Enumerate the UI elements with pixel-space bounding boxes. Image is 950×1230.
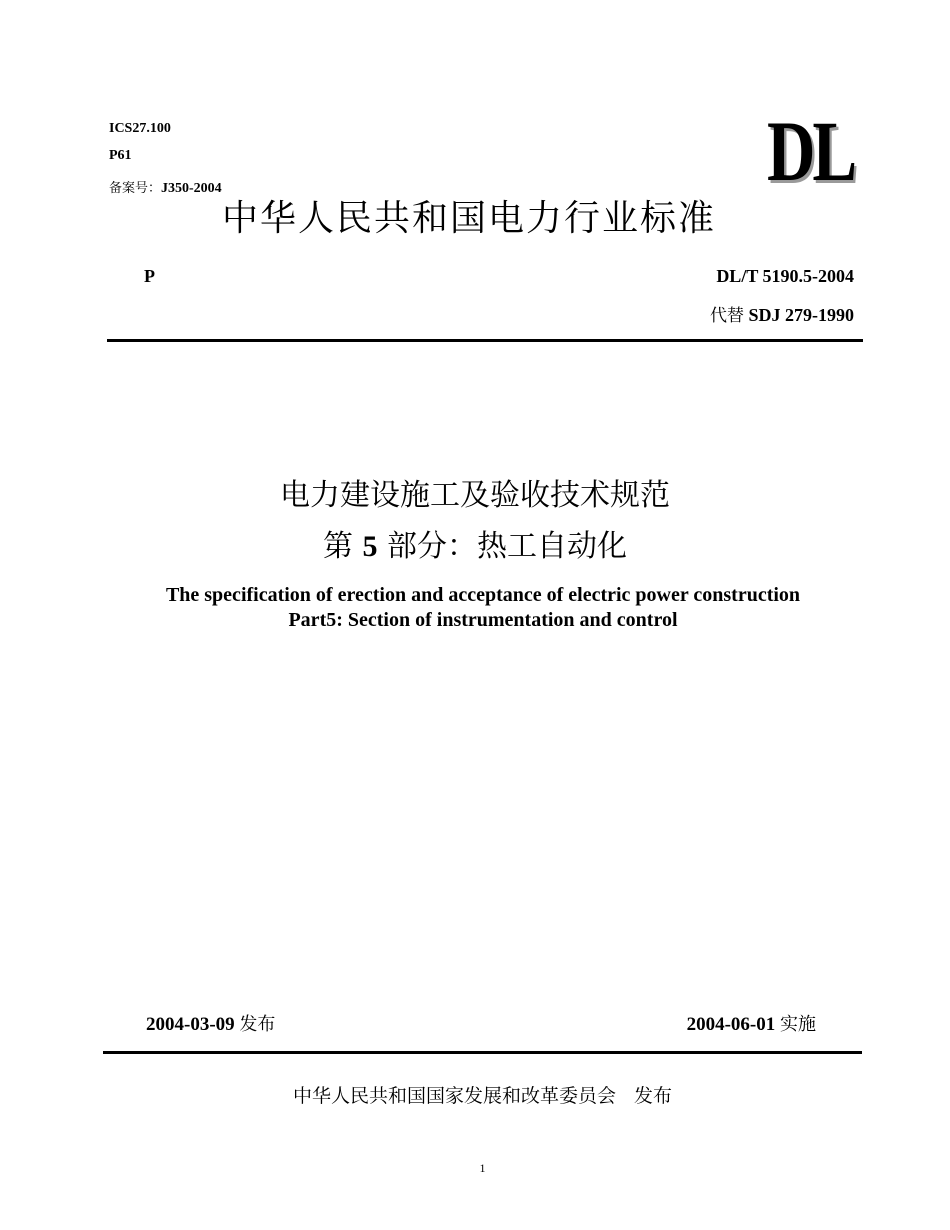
- record-label: 备案号：: [109, 181, 162, 196]
- top-divider: [107, 339, 863, 342]
- publisher: 中华人民共和国国家发展和改革委员会 发布: [292, 1085, 673, 1107]
- implement-date: [687, 1010, 816, 1036]
- implement-date-value: 2004-06-01: [686, 1014, 776, 1035]
- record-value: J350-2004: [161, 181, 222, 196]
- english-title-line1: The specification of erection and acceptance of electric power construction: [165, 584, 801, 606]
- chinese-title-line2: [0, 521, 950, 565]
- replaces-standard: [710, 301, 854, 326]
- chinese-title-line1: 电力建设施工及验收技术规范: [280, 478, 670, 513]
- implement-label: 实施: [780, 1014, 816, 1035]
- dl-logo: DL: [767, 103, 854, 199]
- replaces-label: 代替: [709, 306, 744, 326]
- standard-number: DL/T 5190.5-2004: [716, 266, 854, 286]
- part-suffix: 部分：热工自动化: [387, 529, 628, 564]
- ics-code: ICS27.100: [109, 121, 171, 136]
- bottom-divider: [103, 1051, 862, 1054]
- record-number: [109, 177, 222, 197]
- category-letter: P: [144, 266, 155, 286]
- english-title-line2: Part5: Section of instrumentation and control: [288, 609, 678, 631]
- page-number: 1: [479, 1161, 486, 1175]
- issue-date-value: 2004-03-09: [146, 1014, 235, 1035]
- standard-title: 中华人民共和国电力行业标准: [222, 198, 717, 239]
- part-number: 5: [362, 530, 378, 563]
- issue-label: 发布: [239, 1014, 276, 1035]
- classification-code: P61: [109, 148, 132, 163]
- issue-date: [146, 1010, 275, 1036]
- part-prefix: 第: [322, 529, 353, 564]
- replaces-value: SDJ 279-1990: [748, 305, 854, 325]
